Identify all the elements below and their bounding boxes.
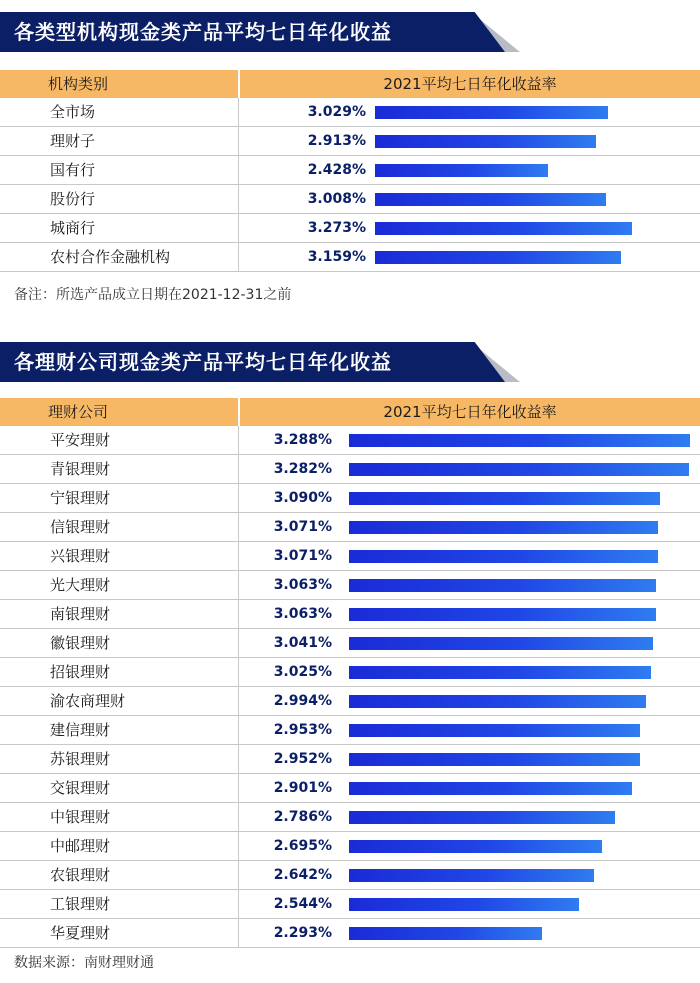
table2-bar xyxy=(349,927,542,940)
table2-bar xyxy=(349,492,660,505)
table2-category-label: 工银理财 xyxy=(50,895,111,913)
table2-bar xyxy=(349,869,594,882)
table2-category-label: 渝农商理财 xyxy=(50,692,126,710)
table2-bar xyxy=(349,753,640,766)
table2-category-label: 光大理财 xyxy=(50,576,111,594)
table2-bar xyxy=(349,811,615,824)
table2-row xyxy=(0,658,700,687)
table2-row xyxy=(0,484,700,513)
section1-title: 各类型机构现金类产品平均七日年化收益 xyxy=(14,20,392,44)
table2-bar xyxy=(349,550,658,563)
table2-bar xyxy=(349,724,640,737)
table2-row xyxy=(0,426,700,455)
table1-bar xyxy=(375,251,621,264)
table2-value-label: 2.695% xyxy=(273,838,332,854)
table2-category-label: 苏银理财 xyxy=(50,750,111,768)
table2-category-label: 兴银理财 xyxy=(50,547,111,565)
table2-category-label: 农银理财 xyxy=(50,866,111,884)
table2-value-label: 3.071% xyxy=(273,519,332,535)
table1-category-label: 全市场 xyxy=(50,103,96,121)
table2-value-label: 2.901% xyxy=(273,780,332,796)
table1-bar xyxy=(375,135,596,148)
table1-category-label: 农村合作金融机构 xyxy=(50,248,171,266)
table2-row xyxy=(0,919,700,948)
table2-bar xyxy=(349,898,579,911)
table2-category-label: 宁银理财 xyxy=(50,489,111,507)
table2-col2-header: 2021平均七日年化收益率 xyxy=(383,403,557,421)
table2-value-label: 3.063% xyxy=(273,606,332,622)
table2-row xyxy=(0,803,700,832)
table2-value-label: 2.994% xyxy=(273,693,332,709)
table1-value-label: 2.913% xyxy=(307,133,366,149)
table1-bar xyxy=(375,222,632,235)
table2-category-label: 招银理财 xyxy=(50,663,111,681)
table2-category-label: 建信理财 xyxy=(50,721,111,739)
table2-col1-header: 理财公司 xyxy=(48,403,109,421)
table2-header xyxy=(0,398,700,426)
table2-value-label: 2.642% xyxy=(273,867,332,883)
table2-category-label: 华夏理财 xyxy=(50,924,111,942)
table1-row xyxy=(0,156,700,185)
table1-value-label: 3.273% xyxy=(307,220,366,236)
table2-bar xyxy=(349,434,690,447)
table1-row xyxy=(0,243,700,272)
table1-value-label: 3.008% xyxy=(307,191,366,207)
table2-row xyxy=(0,861,700,890)
table2-value-label: 2.953% xyxy=(273,722,332,738)
table2-row xyxy=(0,687,700,716)
table2-category-label: 平安理财 xyxy=(50,431,111,449)
table1-value-label: 2.428% xyxy=(307,162,366,178)
table2-row xyxy=(0,571,700,600)
table2-value-label: 3.288% xyxy=(273,432,332,448)
table2-category-label: 中邮理财 xyxy=(50,837,111,855)
wealth-company-table xyxy=(0,398,700,948)
table2-bar xyxy=(349,521,658,534)
table2-category-label: 南银理财 xyxy=(50,605,111,623)
table1-row xyxy=(0,214,700,243)
table2-row xyxy=(0,629,700,658)
table1-category-label: 理财子 xyxy=(50,132,96,150)
table2-category-label: 交银理财 xyxy=(50,779,111,797)
table1-bar xyxy=(375,164,548,177)
table1-note: 备注：所选产品成立日期在2021-12-31之前 xyxy=(14,287,292,303)
table1-col2-header: 2021平均七日年化收益率 xyxy=(383,75,557,93)
table1-header xyxy=(0,70,700,98)
table1-bar xyxy=(375,193,606,206)
table2-row xyxy=(0,542,700,571)
table1-value-label: 3.029% xyxy=(307,104,366,120)
table2-value-label: 3.041% xyxy=(273,635,332,651)
table2-value-label: 3.071% xyxy=(273,548,332,564)
table1-category-label: 股份行 xyxy=(50,190,96,208)
source-note: 数据来源：南财理财通 xyxy=(14,955,154,971)
table2-category-label: 青银理财 xyxy=(50,460,111,478)
table2-row xyxy=(0,716,700,745)
table2-bar xyxy=(349,608,656,621)
table2-row xyxy=(0,890,700,919)
table2-category-label: 信银理财 xyxy=(50,518,111,536)
table1-value-label: 3.159% xyxy=(307,249,366,265)
section2-title: 各理财公司现金类产品平均七日年化收益 xyxy=(14,350,392,374)
table2-row xyxy=(0,600,700,629)
table2-value-label: 3.025% xyxy=(273,664,332,680)
table2-bar xyxy=(349,782,632,795)
table2-bar xyxy=(349,637,653,650)
table2-value-label: 3.063% xyxy=(273,577,332,593)
table1-category-label: 城商行 xyxy=(50,219,96,237)
table2-row xyxy=(0,455,700,484)
table1-category-label: 国有行 xyxy=(50,161,96,179)
table2-value-label: 2.952% xyxy=(273,751,332,767)
table1-row xyxy=(0,98,700,127)
table1-row xyxy=(0,185,700,214)
table2-value-label: 3.090% xyxy=(273,490,332,506)
table2-bar xyxy=(349,579,656,592)
table1-bar xyxy=(375,106,608,119)
table2-value-label: 2.786% xyxy=(273,809,332,825)
table2-value-label: 2.293% xyxy=(273,925,332,941)
table2-category-label: 徽银理财 xyxy=(50,634,111,652)
table2-row xyxy=(0,513,700,542)
table2-bar xyxy=(349,840,602,853)
section1-banner xyxy=(0,12,560,52)
table2-bar xyxy=(349,463,689,476)
table1-row xyxy=(0,127,700,156)
table2-bar xyxy=(349,695,646,708)
institution-type-table xyxy=(0,70,700,272)
table2-category-label: 中银理财 xyxy=(50,808,111,826)
table2-row xyxy=(0,774,700,803)
table2-row xyxy=(0,745,700,774)
table2-bar xyxy=(349,666,651,679)
table1-col1-header: 机构类别 xyxy=(48,75,109,93)
section2-banner xyxy=(0,342,560,382)
table2-value-label: 3.282% xyxy=(273,461,332,477)
table2-value-label: 2.544% xyxy=(273,896,332,912)
table2-row xyxy=(0,832,700,861)
